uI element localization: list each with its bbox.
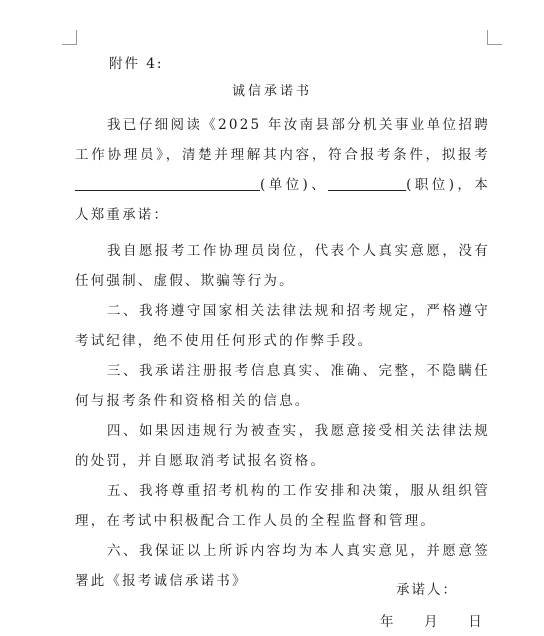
date-month-label: 月 xyxy=(424,614,438,630)
pledge-item: 我自愿报考工作协理员岗位，代表个人真实意愿，没有任何强制、虚假、欺骗等行为。 xyxy=(75,243,490,289)
intro-text: 我已仔细阅读《2025 年汝南县部分机关事业单位招聘工作协理员》，清楚并理解其内容，符合报考条件， xyxy=(75,117,490,163)
intro-paragraph xyxy=(75,110,490,230)
page-corner-mark-top-left xyxy=(62,30,77,45)
pledge-item: 四、如果因违规行为被查实，我愿意接受相关法律法规的处罚，并自愿取消考试报名资格。 xyxy=(75,423,490,469)
unit-suffix: (单位)、 xyxy=(260,177,329,193)
attachment-label: 附件 4: xyxy=(109,56,164,72)
pledge-item: 六、我保证以上所诉内容均为本人真实意见，并愿意签署此《报考诚信承诺书》 xyxy=(75,543,490,589)
signer-label: 承诺人： xyxy=(396,582,458,598)
intro-apply-text: 拟报考 xyxy=(441,147,490,163)
page-corner-mark-top-right xyxy=(487,30,502,45)
pledge-item: 三、我承诺注册报考信息真实、准确、完整，不隐瞒任何与报考条件和资格相关的信息。 xyxy=(75,363,490,409)
date-day-label: 日 xyxy=(468,614,482,630)
position-suffix: (职位)，本人郑重承诺： xyxy=(75,177,490,223)
document-title: 诚信承诺书 xyxy=(231,84,312,99)
pledge-item: 五、我将尊重招考机构的工作安排和决策，服从组织管理，在考试中积极配合工作人员的全程监督和管理。 xyxy=(75,483,490,529)
position-blank-field[interactable] xyxy=(328,176,406,191)
signature-date xyxy=(380,610,482,630)
date-year-label: 年 xyxy=(380,614,394,630)
document-body xyxy=(75,110,490,596)
pledge-item: 二、我将遵守国家相关法律法规和招考规定，严格遵守考试纪律，绝不使用任何形式的作弊手段。 xyxy=(75,303,490,349)
unit-blank-field[interactable] xyxy=(75,176,260,191)
